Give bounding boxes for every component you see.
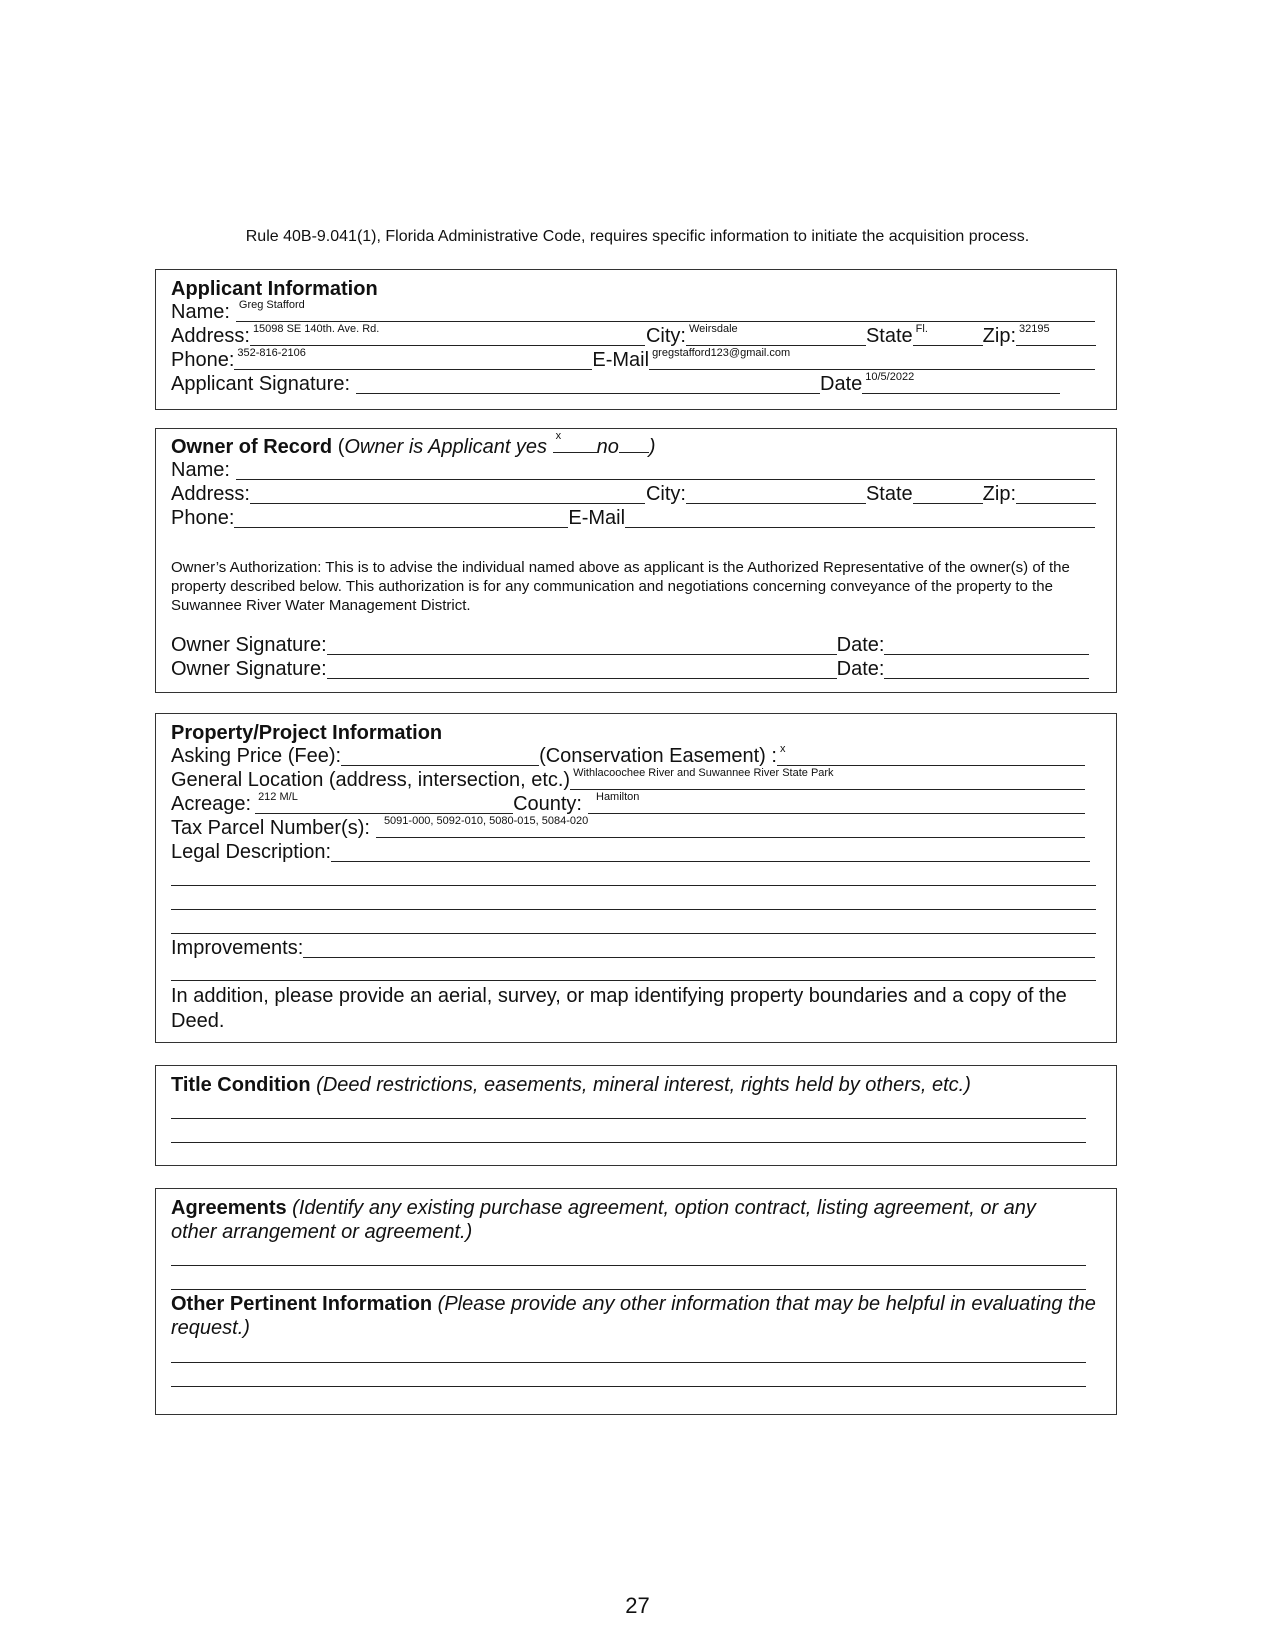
asking-price-field[interactable]	[341, 747, 539, 766]
applicant-signature-field[interactable]	[356, 375, 820, 394]
owner-state-field[interactable]	[913, 485, 983, 504]
rule-citation: Rule 40B-9.041(1), Florida Administrative Code, requires specific information to initiate the acquisition process.	[245, 228, 1030, 245]
legal-description-line-2[interactable]	[171, 909, 1096, 910]
agreements-heading: Agreements	[171, 1197, 287, 1219]
owner-address-label: Address:	[171, 483, 250, 505]
owner-email-field[interactable]	[625, 509, 1095, 528]
owner-date-label-2: Date:	[836, 658, 885, 680]
other-info-heading: Other Pertinent Information	[171, 1293, 433, 1315]
acreage-label: Acreage:	[171, 793, 252, 815]
owner-authorization-text: Owner’s Authorization: This is to advise the individual named above as applicant is the Authorized Representative of the owner(s) of the property described below. This authorization is for any communication and negotiations concerning conveyance of the property to the Suwannee River Water Management District.	[171, 559, 1070, 614]
applicant-city-value: Weirsdale	[688, 323, 738, 335]
conservation-easement-label: (Conservation Easement) :	[539, 745, 777, 767]
applicant-date-label: Date	[820, 373, 863, 395]
applicant-date-value: 10/5/2022	[865, 371, 915, 383]
applicant-phone-value: 352-816-2106	[237, 347, 306, 359]
asking-price-label: Asking Price (Fee):	[171, 745, 342, 767]
agreements-section	[155, 1188, 1117, 1415]
page-number: 27	[625, 1593, 650, 1618]
applicant-name-field[interactable]	[236, 299, 1095, 322]
general-location-field[interactable]	[570, 767, 1085, 790]
title-condition-line-2[interactable]	[171, 1142, 1086, 1143]
acreage-field[interactable]	[255, 791, 513, 814]
agreements-line-2[interactable]	[171, 1289, 1086, 1290]
applicant-email-label: E-Mail	[592, 349, 650, 371]
owner-signature-field-2[interactable]	[327, 660, 837, 679]
owner-address-field[interactable]	[250, 485, 645, 504]
county-value: Hamilton	[596, 791, 640, 803]
legal-description-line-3[interactable]	[171, 933, 1096, 934]
improvements-field[interactable]	[303, 939, 1095, 958]
applicant-phone-label: Phone:	[171, 349, 235, 371]
applicant-state-field[interactable]	[913, 323, 983, 346]
owner-is-applicant-label: Owner is Applicant yes	[344, 436, 553, 458]
applicant-name-value: Greg Stafford	[238, 299, 305, 311]
tax-parcel-field[interactable]	[376, 815, 1085, 838]
county-field[interactable]	[588, 791, 1085, 814]
tax-parcel-value: 5091-000, 5092-010, 5080-015, 5084-020	[383, 815, 589, 827]
title-condition-heading-line	[171, 1073, 1096, 1097]
applicant-zip-field[interactable]	[1016, 323, 1096, 346]
applicant-zip-value: 32195	[1019, 323, 1050, 335]
title-condition-section	[155, 1065, 1117, 1166]
title-condition-line-1[interactable]	[171, 1118, 1086, 1119]
applicant-city-label: City:	[645, 325, 686, 347]
owner-email-label: E-Mail	[568, 507, 626, 529]
agreements-note: (Identify any existing purchase agreement, option contract, listing agreement, or any other arrangement or agreement.)	[171, 1197, 1036, 1243]
applicant-address-label: Address:	[171, 325, 250, 347]
owner-city-field[interactable]	[686, 485, 866, 504]
property-addition-text: In addition, please provide an aerial, survey, or map identifying property boundaries and a copy of the Deed.	[171, 985, 1067, 1032]
county-label: County:	[513, 793, 582, 815]
legal-description-field[interactable]	[331, 843, 1090, 862]
other-info-note: (Please provide any other information that may be helpful in evaluating the request.)	[171, 1293, 1096, 1339]
owner-paren-close: )	[648, 436, 656, 458]
applicant-email-value: gregstafford123@gmail.com	[652, 347, 791, 359]
property-section	[155, 713, 1117, 1043]
applicant-state-label: State	[865, 325, 913, 347]
general-location-label: General Location (address, intersection, etc.)	[171, 769, 571, 791]
applicant-signature-label: Applicant Signature:	[171, 373, 351, 395]
owner-name-field[interactable]	[236, 461, 1095, 480]
improvements-line-2[interactable]	[171, 980, 1096, 981]
applicant-address-field[interactable]	[250, 323, 645, 346]
owner-no-label: no	[596, 436, 619, 458]
owner-zip-field[interactable]	[1016, 485, 1096, 504]
agreements-heading-line	[171, 1196, 1076, 1244]
applicant-name-label: Name:	[171, 301, 230, 323]
applicant-state-value: Fl.	[915, 323, 928, 335]
improvements-label: Improvements:	[171, 937, 304, 959]
applicant-address-value: 15098 SE 140th. Ave. Rd.	[252, 323, 380, 335]
other-info-line-2[interactable]	[171, 1386, 1086, 1387]
owner-signature-label-1: Owner Signature:	[171, 634, 327, 656]
owner-yes-field[interactable]	[553, 430, 597, 453]
owner-yes-value: x	[555, 430, 562, 442]
owner-section	[155, 428, 1117, 693]
applicant-section	[155, 269, 1117, 410]
owner-no-field[interactable]	[619, 436, 649, 453]
legal-description-label: Legal Description:	[171, 841, 332, 863]
applicant-zip-label: Zip:	[982, 325, 1016, 347]
acreage-value: 212 M/L	[258, 791, 298, 803]
owner-zip-label: Zip:	[982, 483, 1016, 505]
title-condition-note: (Deed restrictions, easements, mineral interest, rights held by others, etc.)	[310, 1074, 971, 1096]
other-info-line-1[interactable]	[171, 1362, 1086, 1363]
owner-phone-label: Phone:	[171, 507, 235, 529]
owner-signature-field-1[interactable]	[327, 636, 837, 655]
owner-name-label: Name:	[171, 459, 230, 481]
owner-paren-open: (	[337, 436, 345, 458]
applicant-date-field[interactable]	[862, 371, 1060, 394]
conservation-easement-value: x	[779, 743, 786, 755]
owner-city-label: City:	[645, 483, 686, 505]
owner-state-label: State	[865, 483, 913, 505]
owner-phone-field[interactable]	[234, 509, 568, 528]
applicant-email-field[interactable]	[649, 347, 1095, 370]
agreements-line-1[interactable]	[171, 1265, 1086, 1266]
conservation-easement-field[interactable]	[777, 743, 1085, 766]
owner-heading-line	[171, 430, 1096, 459]
tax-parcel-label: Tax Parcel Number(s):	[171, 817, 370, 839]
general-location-value: Withlacoochee River and Suwannee River State Park	[573, 767, 834, 779]
property-heading: Property/Project Information	[171, 722, 443, 744]
legal-description-line-1[interactable]	[171, 885, 1096, 886]
owner-date-label-1: Date:	[836, 634, 885, 656]
applicant-heading: Applicant Information	[171, 278, 378, 300]
owner-date-field-2[interactable]	[884, 660, 1089, 679]
applicant-city-field[interactable]	[686, 323, 866, 346]
applicant-phone-field[interactable]	[234, 347, 592, 370]
other-info-heading-line	[171, 1292, 1106, 1340]
owner-heading: Owner of Record	[171, 436, 333, 458]
owner-date-field-1[interactable]	[884, 636, 1089, 655]
owner-signature-label-2: Owner Signature:	[171, 658, 327, 680]
title-condition-heading: Title Condition	[171, 1074, 311, 1096]
